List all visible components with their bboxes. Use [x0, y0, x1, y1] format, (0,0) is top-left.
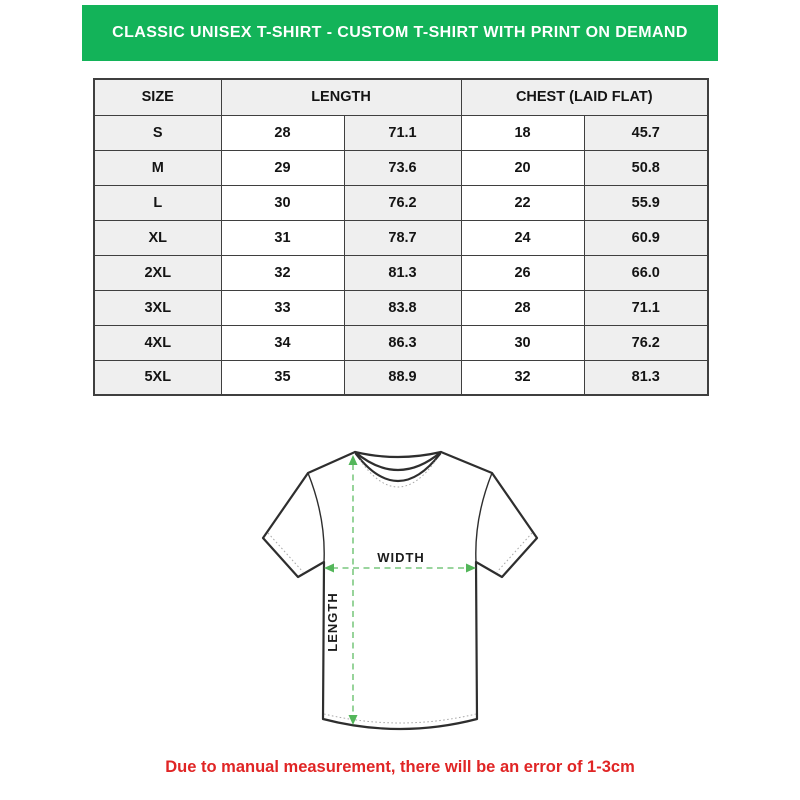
- header-banner: [82, 5, 718, 61]
- cell-length-cm: 73.6: [344, 150, 461, 185]
- table-row: [94, 150, 708, 185]
- cell-size: S: [94, 115, 221, 150]
- cell-size: 5XL: [94, 360, 221, 395]
- cell-length-in: 30: [221, 185, 344, 220]
- header-length: LENGTH: [221, 79, 461, 115]
- cell-chest-in: 32: [461, 360, 584, 395]
- width-label: WIDTH: [377, 550, 425, 565]
- table-row: [94, 325, 708, 360]
- cell-chest-cm: 81.3: [584, 360, 708, 395]
- measurement-error-note: Due to manual measurement, there will be an error of 1-3cm: [165, 758, 635, 776]
- cell-length-in: 28: [221, 115, 344, 150]
- cell-chest-in: 22: [461, 185, 584, 220]
- cell-length-in: 32: [221, 255, 344, 290]
- cell-chest-in: 24: [461, 220, 584, 255]
- cell-chest-cm: 55.9: [584, 185, 708, 220]
- table-header-row: [94, 79, 708, 115]
- cell-chest-cm: 45.7: [584, 115, 708, 150]
- cell-chest-cm: 71.1: [584, 290, 708, 325]
- cell-length-cm: 88.9: [344, 360, 461, 395]
- tshirt-diagram: [240, 430, 560, 740]
- banner-title: CLASSIC UNISEX T-SHIRT - CUSTOM T-SHIRT WITH PRINT ON DEMAND: [112, 24, 688, 41]
- cell-size: XL: [94, 220, 221, 255]
- length-label: LENGTH: [325, 592, 340, 652]
- cell-chest-in: 18: [461, 115, 584, 150]
- cell-chest-in: 28: [461, 290, 584, 325]
- cell-chest-in: 30: [461, 325, 584, 360]
- cell-length-cm: 78.7: [344, 220, 461, 255]
- cell-size: 3XL: [94, 290, 221, 325]
- table-row: [94, 360, 708, 395]
- cell-length-in: 31: [221, 220, 344, 255]
- cell-size: 2XL: [94, 255, 221, 290]
- cell-chest-in: 26: [461, 255, 584, 290]
- header-size: SIZE: [94, 79, 221, 115]
- header-chest: CHEST (LAID FLAT): [461, 79, 708, 115]
- cell-length-in: 34: [221, 325, 344, 360]
- table-row: [94, 185, 708, 220]
- tshirt-outline: [263, 452, 537, 729]
- cell-chest-cm: 76.2: [584, 325, 708, 360]
- cell-length-cm: 76.2: [344, 185, 461, 220]
- table-row: [94, 115, 708, 150]
- table-row: [94, 255, 708, 290]
- cell-length-cm: 81.3: [344, 255, 461, 290]
- cell-length-in: 35: [221, 360, 344, 395]
- cell-chest-cm: 66.0: [584, 255, 708, 290]
- cell-chest-cm: 60.9: [584, 220, 708, 255]
- cell-chest-cm: 50.8: [584, 150, 708, 185]
- cell-length-in: 33: [221, 290, 344, 325]
- table-row: [94, 290, 708, 325]
- table-row: [94, 220, 708, 255]
- cell-size: 4XL: [94, 325, 221, 360]
- cell-size: L: [94, 185, 221, 220]
- cell-length-cm: 86.3: [344, 325, 461, 360]
- cell-size: M: [94, 150, 221, 185]
- cell-chest-in: 20: [461, 150, 584, 185]
- size-chart-table: [93, 78, 709, 396]
- cell-length-cm: 83.8: [344, 290, 461, 325]
- cell-length-cm: 71.1: [344, 115, 461, 150]
- cell-length-in: 29: [221, 150, 344, 185]
